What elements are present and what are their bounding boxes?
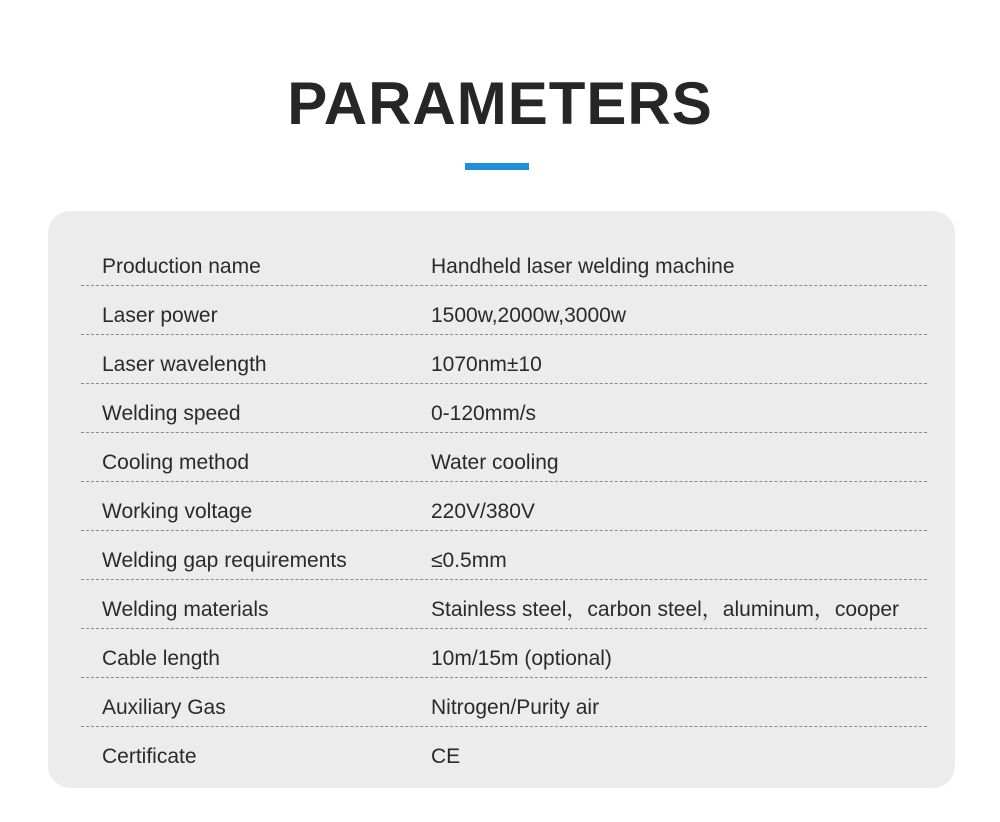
param-value-cable-length: 10m/15m (optional): [431, 647, 612, 670]
param-value-welding-materials: Stainless steel，carbon steel，aluminum，cooper: [431, 598, 900, 621]
param-label-welding-gap: Welding gap requirements: [102, 549, 347, 572]
param-value-auxiliary-gas: Nitrogen/Purity air: [431, 696, 600, 719]
parameters-panel: [48, 211, 955, 788]
param-value-laser-wavelength: 1070nm±10: [431, 353, 542, 376]
param-value-laser-power: 1500w,2000w,3000w: [431, 304, 626, 327]
param-label-cable-length: Cable length: [102, 647, 220, 670]
param-label-certificate: Certificate: [102, 745, 197, 768]
param-label-cooling-method: Cooling method: [102, 451, 250, 474]
param-value-cooling-method: Water cooling: [431, 451, 559, 474]
table-row: [81, 629, 927, 678]
page-title: PARAMETERS: [287, 70, 713, 137]
table-row: [81, 237, 927, 286]
param-label-laser-wavelength: Laser wavelength: [102, 353, 267, 376]
title-underline: [465, 163, 529, 170]
param-value-working-voltage: 220V/380V: [431, 500, 535, 523]
table-row: [81, 482, 927, 531]
param-value-certificate: CE: [431, 745, 461, 768]
param-label-production-name: Production name: [102, 255, 261, 278]
table-row: [81, 384, 927, 433]
table-row: [81, 678, 927, 727]
table-row: [81, 580, 927, 629]
param-label-laser-power: Laser power: [102, 304, 218, 327]
table-row: [81, 286, 927, 335]
table-row: [81, 335, 927, 384]
table-row: [81, 531, 927, 580]
parameters-table: [81, 237, 927, 776]
param-value-production-name: Handheld laser welding machine: [431, 255, 735, 278]
param-label-welding-materials: Welding materials: [102, 598, 269, 621]
param-label-welding-speed: Welding speed: [102, 402, 241, 425]
param-value-welding-speed: 0-120mm/s: [431, 402, 537, 425]
table-row: [81, 727, 927, 776]
param-value-welding-gap: ≤0.5mm: [431, 549, 507, 572]
param-label-auxiliary-gas: Auxiliary Gas: [102, 696, 226, 719]
table-row: [81, 433, 927, 482]
param-label-working-voltage: Working voltage: [102, 500, 253, 523]
